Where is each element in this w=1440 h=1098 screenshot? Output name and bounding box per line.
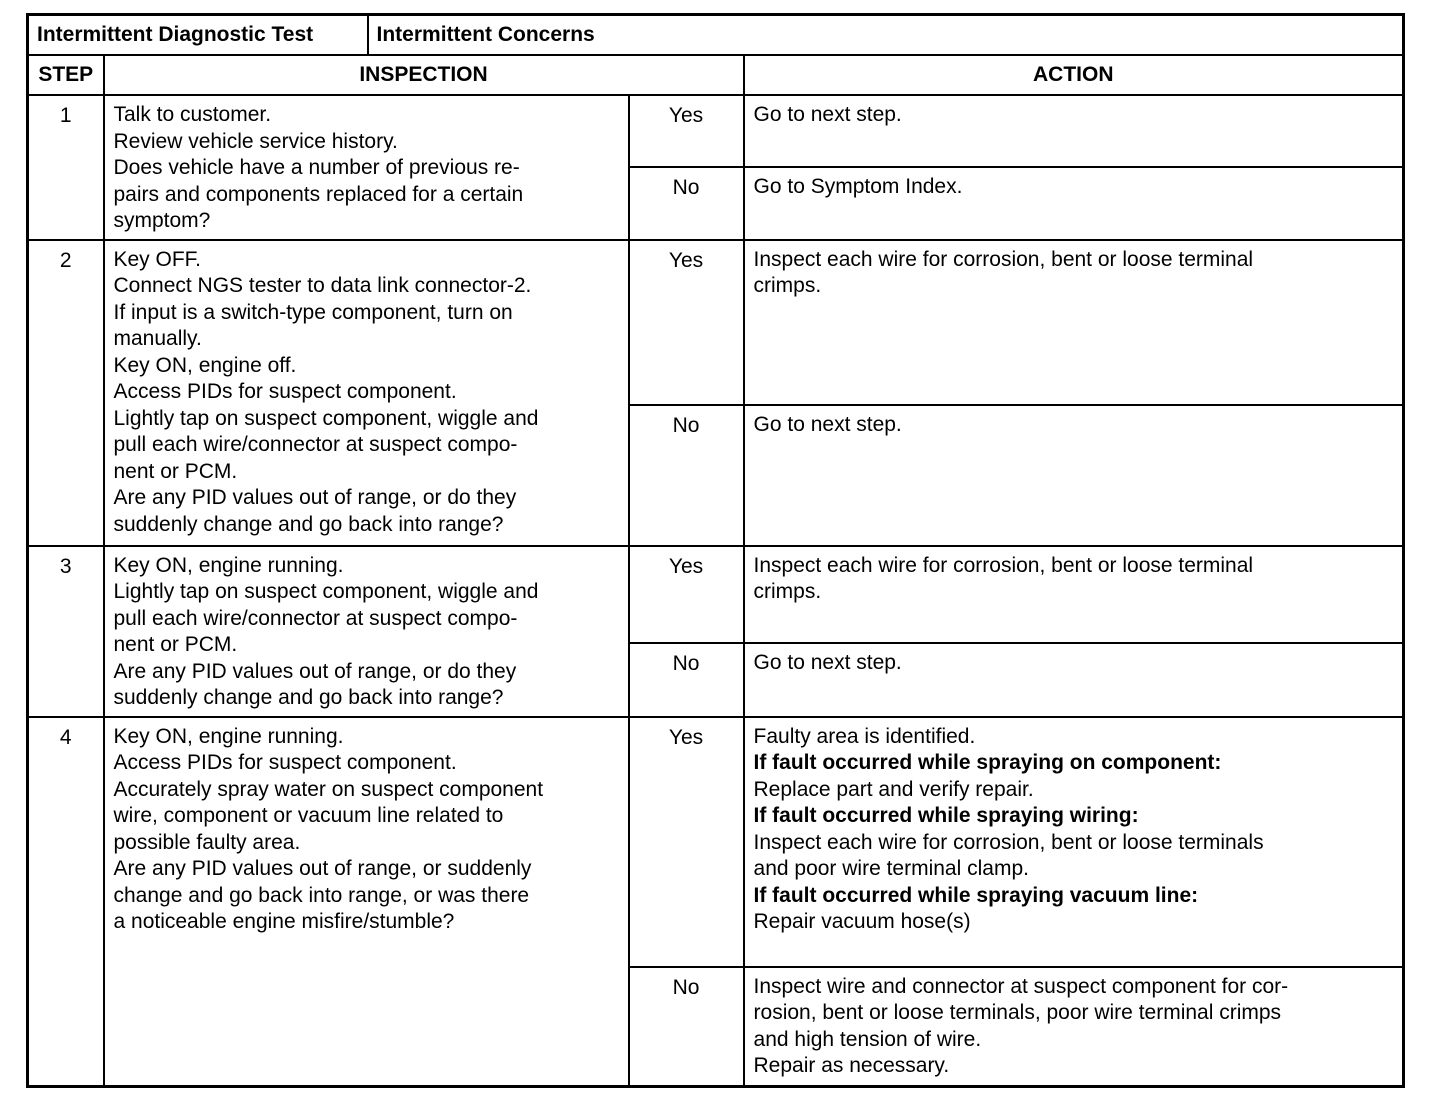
inspection-line: Does vehicle have a number of previous re- [113,156,520,179]
step-number: 4 [28,717,104,1087]
action-line: and poor wire terminal clamp. [753,857,1029,880]
action-line: Inspect each wire for corrosion, bent or loose terminals [753,830,1264,854]
inspection-line: Connect NGS tester to data link connector-2. [113,274,532,297]
inspection-line: wire, component or vacuum line related to [113,804,504,827]
action-header: ACTION [744,55,1404,95]
step-row [28,717,1404,967]
inspection-line: Key ON, engine running. [113,553,344,577]
inspection-cell [104,717,629,1087]
no-action [744,167,1404,239]
inspection-line: change and go back into range, or was there [113,883,530,907]
yes-label: Yes [629,717,744,967]
no-label: No [629,967,744,1087]
inspection-line: Key OFF. [113,247,202,271]
no-action [744,643,1404,717]
action-line: crimps. [753,580,822,603]
action-line: Faulty area is identified. [753,724,976,748]
inspection-line: Talk to customer. [113,103,272,126]
test-name: Intermittent Diagnostic Test [28,15,368,56]
inspection-line: Lightly tap on suspect component, wiggle and [113,406,539,430]
action-line: Inspect each wire for corrosion, bent or loose terminal [753,247,1254,271]
step-number: 3 [28,546,104,717]
action-line: and high tension of wire. [753,1027,982,1051]
inspection-cell [104,240,629,546]
no-action [744,967,1404,1087]
step-row [28,546,1404,643]
inspection-line: Review vehicle service history. [113,129,398,153]
inspection-line: Are any PID values out of range, or do they [113,486,517,509]
yes-action [744,240,1404,405]
inspection-line: pull each wire/connector at suspect compo- [113,606,518,630]
inspection-line: Key ON, engine running. [113,724,344,748]
inspection-line: Are any PID values out of range, or suddenly [113,857,532,880]
action-condition-heading: If fault occurred while spraying wiring: [753,804,1139,827]
inspection-line: Lightly tap on suspect component, wiggle and [113,580,539,603]
action-condition-heading: If fault occurred while spraying vacuum line: [753,883,1199,907]
inspection-line: symptom? [113,209,211,232]
action-line: Go to next step. [753,103,902,126]
inspection-line: If input is a switch-type component, turn on [113,300,513,324]
inspection-line: Key ON, engine off. [113,353,297,377]
action-line: Inspect wire and connector at suspect component for cor- [753,974,1289,998]
inspection-line: manually. [113,327,202,350]
action-line: Inspect each wire for corrosion, bent or loose terminal [753,553,1254,577]
action-line: Go to Symptom Index. [753,175,963,199]
yes-action [744,95,1404,167]
inspection-line: a noticeable engine misfire/stumble? [113,910,455,933]
inspection-line: nent or PCM. [113,633,238,656]
yes-label: Yes [629,240,744,405]
inspection-line: nent or PCM. [113,459,238,483]
inspection-line: Accurately spray water on suspect component [113,777,544,801]
inspection-cell [104,95,629,240]
inspection-header: INSPECTION [104,55,744,95]
action-line: Go to next step. [753,412,902,436]
concern-title: Intermittent Concerns [368,15,1404,56]
no-label: No [629,643,744,717]
no-action [744,405,1404,546]
step-number: 2 [28,240,104,546]
inspection-line: Access PIDs for suspect component. [113,751,457,774]
step-header: STEP [28,55,104,95]
step-row [28,240,1404,405]
action-line: Replace part and verify repair. [753,777,1034,801]
yes-action [744,546,1404,643]
inspection-line: Access PIDs for suspect component. [113,380,457,403]
action-line: crimps. [753,274,822,297]
title-row [28,15,1404,56]
yes-label: Yes [629,546,744,643]
inspection-line: suddenly change and go back into range? [113,686,504,709]
action-line: Repair vacuum hose(s) [753,910,971,933]
no-label: No [629,167,744,239]
diagnostic-document [26,13,1402,1088]
step-number: 1 [28,95,104,240]
inspection-cell [104,546,629,717]
action-condition-heading: If fault occurred while spraying on component: [753,751,1222,774]
inspection-line: suddenly change and go back into range? [113,512,504,536]
no-label: No [629,405,744,546]
inspection-line: pairs and components replaced for a certain [113,182,524,206]
column-header-row [28,55,1404,95]
action-line: Go to next step. [753,650,902,674]
step-row [28,95,1404,167]
action-line: Repair as necessary. [753,1054,950,1077]
inspection-line: Are any PID values out of range, or do they [113,659,517,683]
action-line: rosion, bent or loose terminals, poor wire terminal crimps [753,1001,1282,1024]
inspection-line: possible faulty area. [113,830,301,854]
diagnostic-table [26,13,1405,1088]
yes-label: Yes [629,95,744,167]
inspection-line: pull each wire/connector at suspect compo- [113,433,518,456]
yes-action [744,717,1404,967]
